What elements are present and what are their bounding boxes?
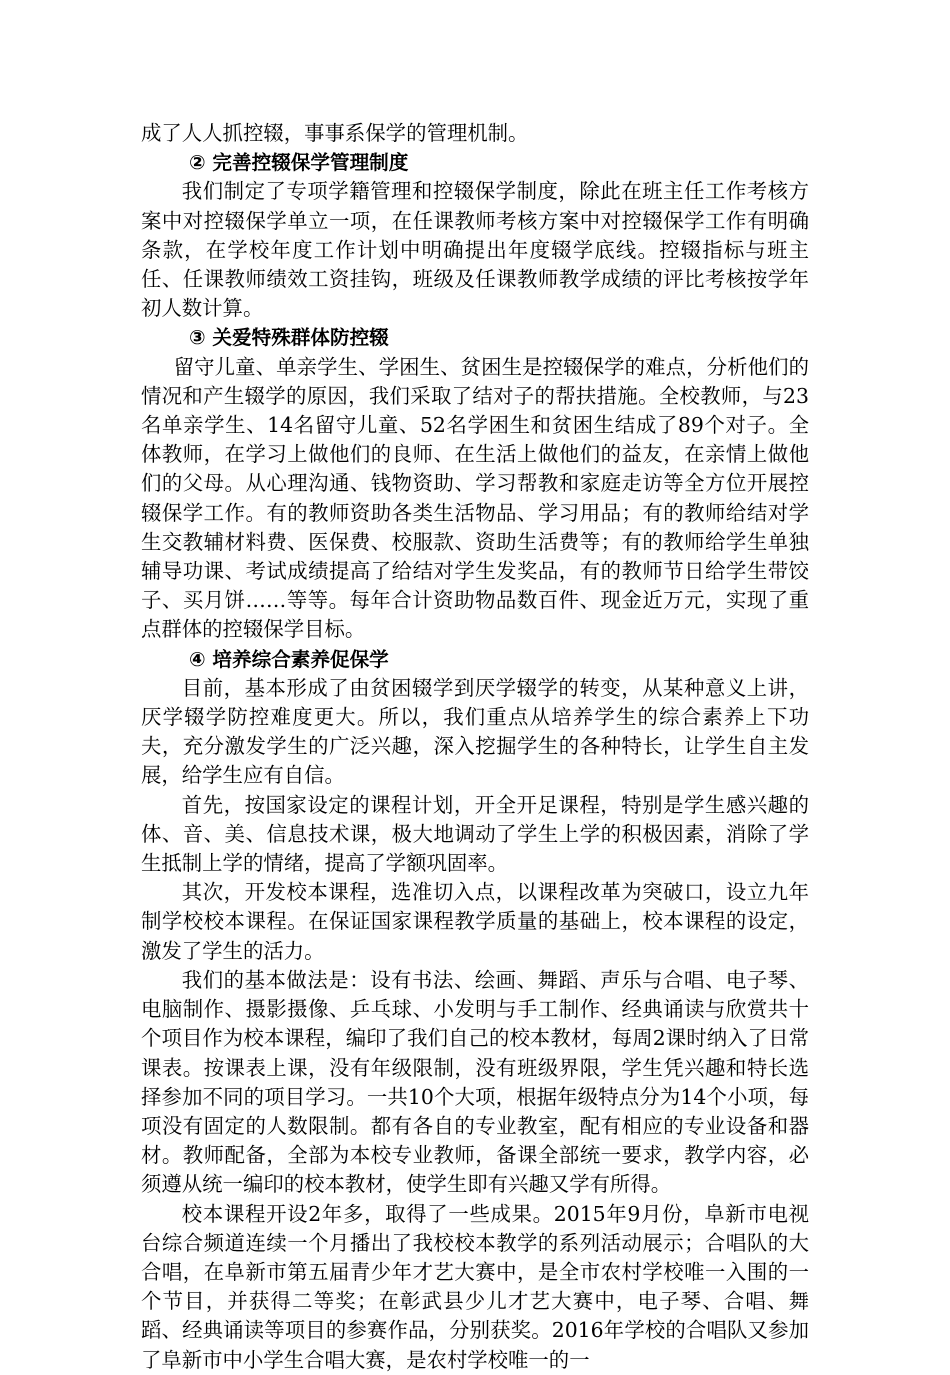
paragraph-results: 校本课程开设2年多，取得了一些成果。2015年9月份，阜新市电视台综合频道连续一个月播出了我校校本教学的系列活动展示；合唱队的大合唱，在阜新市第五届青少年才艺大赛中，是全市农村学校唯一入围的一个节目，并获得二等奖；在彰武县少儿才艺大赛中，电子琴、合唱、舞蹈、经典诵读等项目的参赛作品，分别获奖。2016年学校的合唱队又参加了阜新市中小学生合唱大赛，是农村学校唯一的一 <box>141 1201 809 1372</box>
paragraph-first: 首先，按国家设定的课程计划，开全开足课程，特别是学生感兴趣的体、音、美、信息技术课，极大地调动了学生上学的积极因素，消除了学生抵制上学的情绪，提高了学额巩固率。 <box>141 792 809 876</box>
paragraph-special-groups: 留守儿童、单亲学生、学困生、贫困生是控辍保学的难点，分析他们的情况和产生辍学的原因，我们采取了结对子的帮扶措施。全校教师，与23名单亲学生、14名留守儿童、52名学困生和贫困生结成了89个对子。全体教师，在学习上做他们的良师、在生活上做他们的益友，在亲情上做他们的父母。从心理沟通、钱物资助、学习帮教和家庭走访等全方位开展控辍保学工作。有的教师资助各类生活物品、学习用品；有的教师给结对学生交教辅材料费、医保费、校服款、资助生活费等；有的教师给学生单独辅导功课、考试成绩提高了给结对学生发奖品，有的教师节日给学生带饺子、买月饼……等等。每年合计资助物品数百件、现金近万元，实现了重点群体的控辍保学目标。 <box>141 354 809 642</box>
section-heading-3: ③ 关爱特殊群体防控辍 <box>189 326 389 350</box>
paragraph-intro-tail: 成了人人抓控辍，事事系保学的管理机制。 <box>141 121 529 145</box>
paragraph-system: 我们制定了专项学籍管理和控辍保学制度，除此在班主任工作考核方案中对控辍保学单立一项，在任课教师考核方案中对控辍保学工作有明确条款，在学校年度工作计划中明确提出年度辍学底线。控辍指标与班主任、任课教师绩效工资挂钩，班级及任课教师教学成绩的评比考核按学年初人数计算。 <box>141 179 809 321</box>
section-heading-2: ② 完善控辍保学管理制度 <box>189 151 409 175</box>
section-heading-4: ④ 培养综合素养促保学 <box>189 647 389 671</box>
document-page <box>141 119 809 1375</box>
paragraph-current-status: 目前，基本形成了由贫困辍学到厌学辍学的转变，从某种意义上讲，厌学辍学防控难度更大。所以，我们重点从培养学生的综合素养上下功夫，充分激发学生的广泛兴趣，深入挖掘学生的各种特长，让学生自主发展，给学生应有自信。 <box>141 675 809 788</box>
paragraph-approach: 我们的基本做法是：设有书法、绘画、舞蹈、声乐与合唱、电子琴、电脑制作、摄影摄像、乒乓球、小发明与手工制作、经典诵读与欣赏共十个项目作为校本课程，编印了我们自己的校本教材，每周2课时纳入了日常课表。按课表上课，没有年级限制，没有班级界限，学生凭兴趣和特长选择参加不同的项目学习。一共10个大项，根据年级特点分为14个小项，每项没有固定的人数限制。都有各自的专业教室，配有相应的专业设备和器材。教师配备，全部为本校专业教师，备课全部统一要求，教学内容，必须遵从统一编印的校本教材，使学生即有兴趣又学有所得。 <box>141 967 809 1197</box>
paragraph-second: 其次，开发校本课程，选准切入点，以课程改革为突破口，设立九年制学校校本课程。在保证国家课程教学质量的基础上，校本课程的设定，激发了学生的活力。 <box>141 880 809 963</box>
